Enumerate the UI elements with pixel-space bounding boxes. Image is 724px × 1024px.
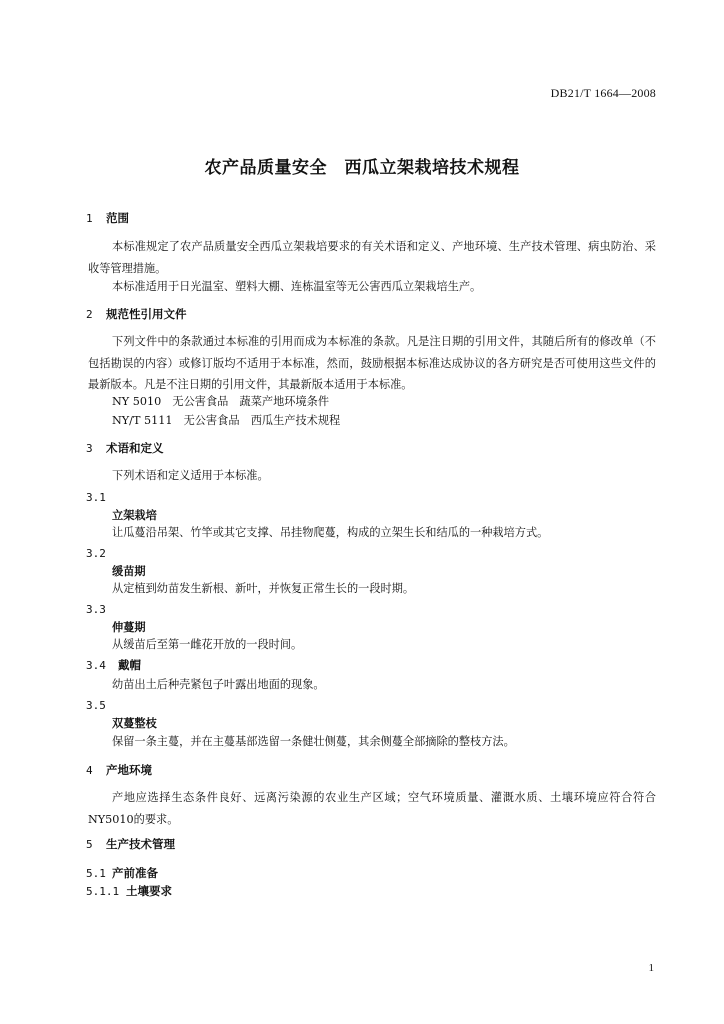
document-title: 农产品质量安全 西瓜立架栽培技术规程 [204, 158, 520, 178]
term-3-1-number: 3.1 [86, 491, 106, 504]
term-3-3-name: 伸蔓期 [112, 621, 146, 634]
section-1-paragraph-1: 本标准规定了农产品质量安全西瓜立架栽培要求的有关术语和定义、产地环境、生产技术管理、病虫防治、采收等管理措施。 [88, 240, 656, 275]
term-3-3-number: 3.3 [86, 603, 106, 616]
section-title: 术语和定义 [106, 441, 164, 455]
term-3-4-heading [86, 658, 654, 673]
section-number: 1 [86, 212, 93, 225]
term-3-5-number: 3.5 [86, 699, 106, 712]
term-number: 3.4 [86, 659, 106, 672]
subsection-5-1-1-heading [86, 884, 654, 899]
section-4-heading [86, 763, 654, 778]
section-number: 5 [86, 838, 93, 851]
section-title: 规范性引用文件 [106, 307, 187, 321]
term-3-2-name: 缓苗期 [112, 565, 146, 578]
term-3-2-number: 3.2 [86, 547, 106, 560]
term-3-1-definition: 让瓜蔓沿吊架、竹竿或其它支撑、吊挂物爬蔓，构成的立架生长和结瓜的一种栽培方式。 [112, 526, 549, 539]
section-number: 3 [86, 442, 93, 455]
subsection-number: 5.1.1 [86, 885, 120, 898]
section-3-heading [86, 441, 654, 456]
reference-ny5010: NY 5010 无公害食品 蔬菜产地环境条件 [112, 395, 330, 408]
term-3-3-definition: 从缓苗后至第一雌花开放的一段时间。 [112, 638, 303, 651]
subsection-number: 5.1 [86, 867, 106, 880]
term-3-5-name: 双蔓整枝 [112, 717, 157, 730]
section-4-paragraph-1: 产地应选择生态条件良好、远离污染源的农业生产区域；空气环境质量、灌溉水质、土壤环境应符合符合NY5010的要求。 [88, 791, 656, 826]
subsection-title: 产前准备 [112, 866, 158, 880]
term-3-5-definition: 保留一条主蔓，并在主蔓基部选留一条健壮侧蔓，其余侧蔓全部摘除的整枝方法。 [112, 735, 515, 748]
term-3-4-definition: 幼苗出土后种壳紧包子叶露出地面的现象。 [112, 678, 325, 691]
term-3-2-definition: 从定植到幼苗发生新根、新叶，并恢复正常生长的一段时期。 [112, 582, 415, 595]
term-name: 戴帽 [118, 658, 141, 672]
section-number: 4 [86, 764, 93, 777]
section-3-intro: 下列术语和定义适用于本标准。 [112, 469, 269, 482]
section-title: 生产技术管理 [106, 837, 175, 851]
section-2-heading [86, 307, 654, 322]
section-5-heading [86, 837, 654, 852]
term-3-1-name: 立架栽培 [112, 509, 157, 522]
section-number: 2 [86, 308, 93, 321]
section-2-paragraph-1: 下列文件中的条款通过本标准的引用而成为本标准的条款。凡是注日期的引用文件，其随后所有的修改单（不包括勘误的内容）或修订版均不适用于本标准，然而，鼓励根据本标准达成协议的各方研究是否可使用这些文件的最新版本。凡是不注日期的引用文件，其最新版本适用于本标准。 [88, 335, 656, 391]
section-1-paragraph-2: 本标准适用于日光温室、塑料大棚、连栋温室等无公害西瓜立架栽培生产。 [112, 280, 482, 293]
subsection-title: 土壤要求 [126, 884, 172, 898]
subsection-5-1-heading [86, 866, 654, 881]
standard-code: DB21/T 1664—2008 [550, 86, 656, 100]
section-title: 产地环境 [106, 763, 152, 777]
section-title: 范围 [106, 211, 129, 225]
reference-nyt5111: NY/T 5111 无公害食品 西瓜生产技术规程 [112, 414, 341, 427]
section-1-heading [86, 211, 654, 226]
page-number: 1 [648, 962, 654, 974]
